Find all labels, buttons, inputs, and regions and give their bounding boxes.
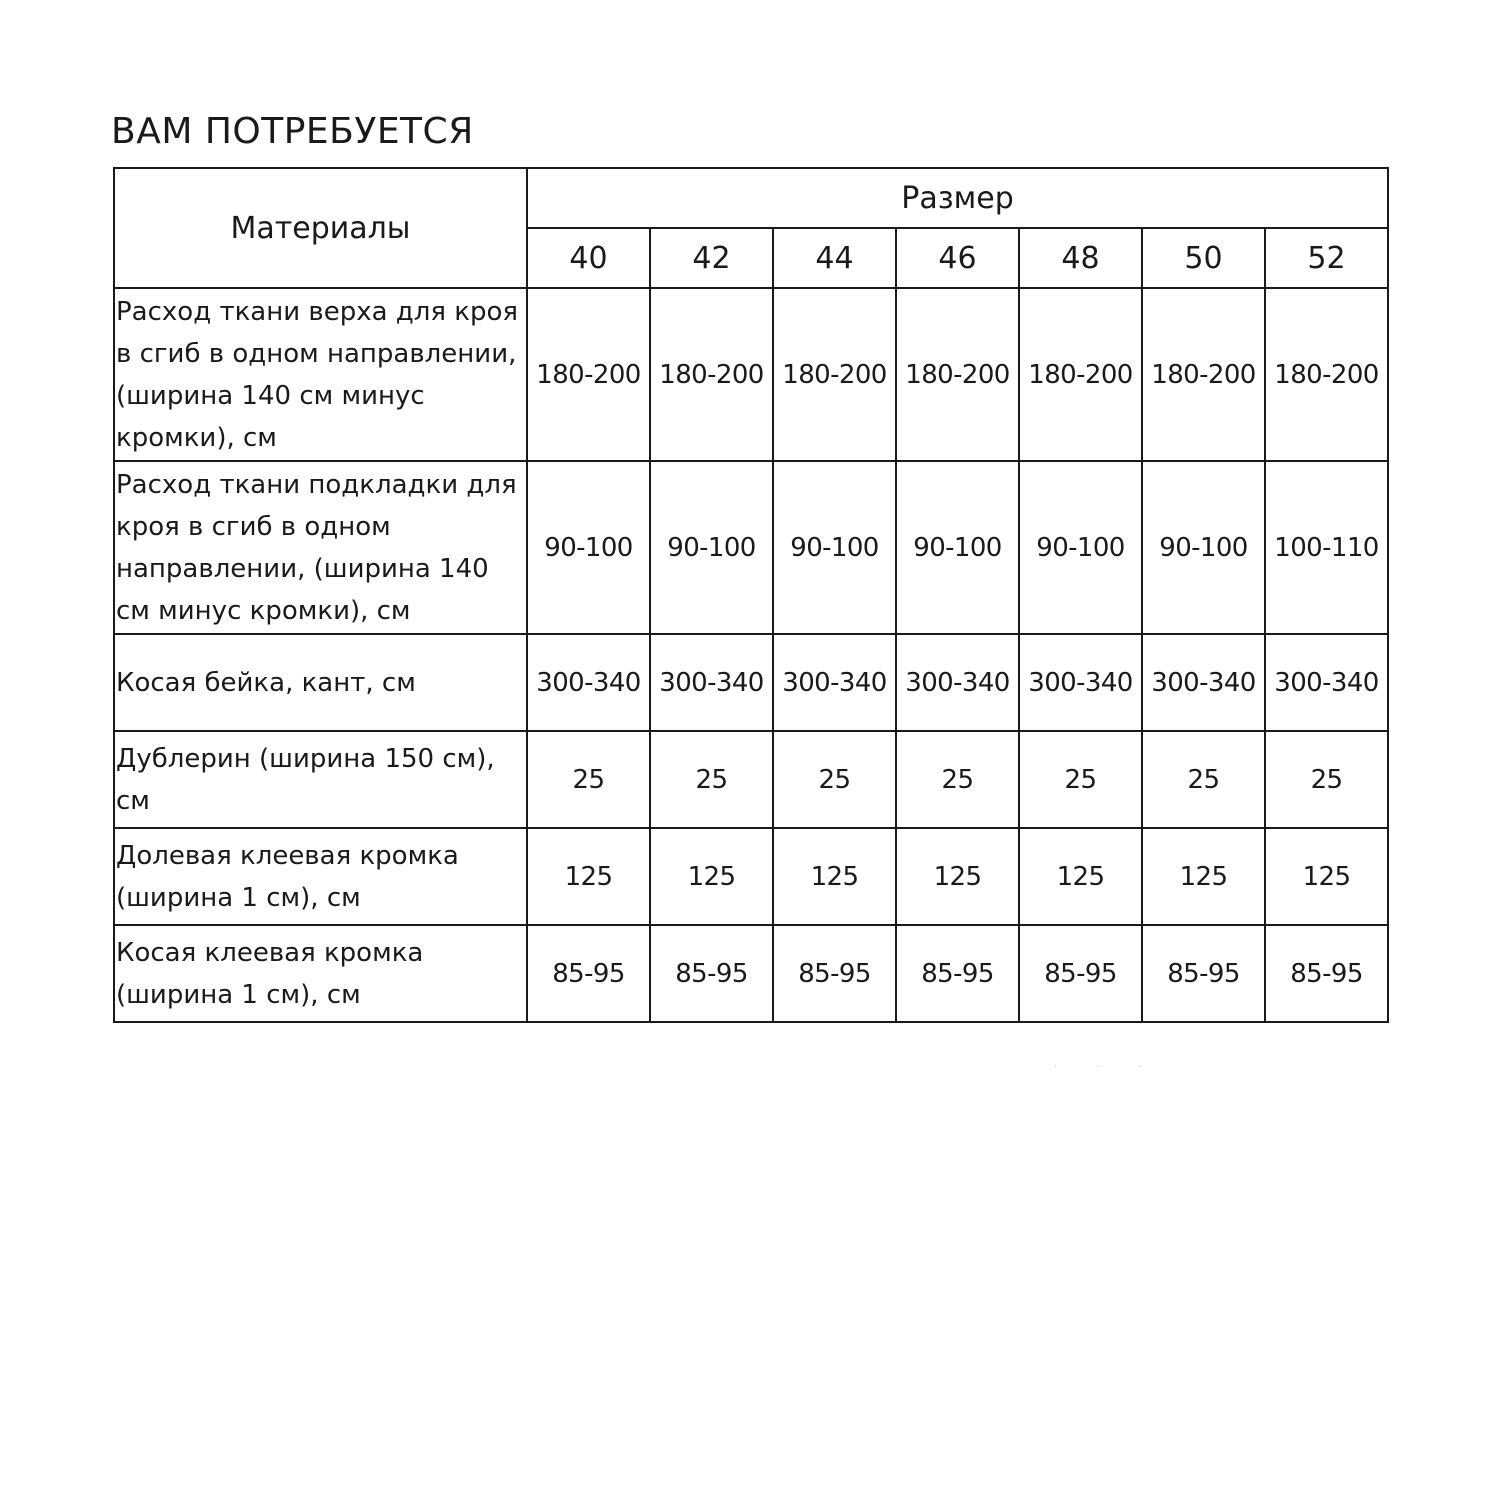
size-header-cell: 50 (1142, 228, 1265, 288)
value-cell: 85-95 (650, 925, 773, 1022)
value-cell: 300-340 (1019, 634, 1142, 731)
table-row (114, 634, 1388, 731)
table-row (114, 288, 1388, 461)
size-header-cell: 40 (527, 228, 650, 288)
value-cell: 125 (773, 828, 896, 925)
value-cell: 300-340 (1265, 634, 1388, 731)
value-cell: 300-340 (773, 634, 896, 731)
value-cell: 300-340 (896, 634, 1019, 731)
value-cell: 85-95 (1019, 925, 1142, 1022)
size-header-cell: 42 (650, 228, 773, 288)
value-cell: 25 (1019, 731, 1142, 828)
value-cell: 125 (650, 828, 773, 925)
value-cell: 125 (527, 828, 650, 925)
material-label: Расход ткани верха для кроя в сгиб в одном направлении, (ширина 140 см минус кромки), см (114, 288, 527, 461)
material-label: Дублерин (ширина 150 см), см (114, 731, 527, 828)
value-cell: 180-200 (1265, 288, 1388, 461)
size-group-header: Размер (527, 168, 1388, 228)
value-cell: 180-200 (1142, 288, 1265, 461)
value-cell: 25 (1265, 731, 1388, 828)
value-cell: 300-340 (1142, 634, 1265, 731)
value-cell: 90-100 (650, 461, 773, 634)
value-cell: 100-110 (1265, 461, 1388, 634)
value-cell: 25 (527, 731, 650, 828)
value-cell: 125 (1019, 828, 1142, 925)
value-cell: 85-95 (527, 925, 650, 1022)
materials-table (113, 167, 1389, 1023)
value-cell: 85-95 (773, 925, 896, 1022)
table-row (114, 828, 1388, 925)
value-cell: 25 (650, 731, 773, 828)
value-cell: 125 (1142, 828, 1265, 925)
material-label: Косая клеевая кромка (ширина 1 см), см (114, 925, 527, 1022)
material-label: Расход ткани подкладки для кроя в сгиб в одном направлении, (ширина 140 см минус кромки), см (114, 461, 527, 634)
value-cell: 180-200 (527, 288, 650, 461)
value-cell: 25 (1142, 731, 1265, 828)
value-cell: 125 (896, 828, 1019, 925)
size-header-cell: 46 (896, 228, 1019, 288)
materials-column-header: Материалы (114, 168, 527, 288)
faint-mark-dots: · · · (1054, 1062, 1160, 1073)
page-title: ВАМ ПОТРЕБУЕТСЯ (111, 111, 474, 152)
value-cell: 300-340 (650, 634, 773, 731)
table-row (114, 925, 1388, 1022)
value-cell: 25 (896, 731, 1019, 828)
value-cell: 180-200 (650, 288, 773, 461)
size-header-cell: 52 (1265, 228, 1388, 288)
value-cell: 90-100 (773, 461, 896, 634)
table-row (114, 731, 1388, 828)
value-cell: 90-100 (1142, 461, 1265, 634)
material-label: Косая бейка, кант, см (114, 634, 527, 731)
size-header-cell: 48 (1019, 228, 1142, 288)
header-row-top (114, 168, 1388, 228)
size-header-cell: 44 (773, 228, 896, 288)
value-cell: 85-95 (1142, 925, 1265, 1022)
value-cell: 90-100 (1019, 461, 1142, 634)
value-cell: 180-200 (1019, 288, 1142, 461)
value-cell: 25 (773, 731, 896, 828)
value-cell: 125 (1265, 828, 1388, 925)
material-label: Долевая клеевая кромка (ширина 1 см), см (114, 828, 527, 925)
table-row (114, 461, 1388, 634)
value-cell: 90-100 (527, 461, 650, 634)
value-cell: 85-95 (896, 925, 1019, 1022)
value-cell: 180-200 (773, 288, 896, 461)
value-cell: 85-95 (1265, 925, 1388, 1022)
value-cell: 300-340 (527, 634, 650, 731)
value-cell: 180-200 (896, 288, 1019, 461)
value-cell: 90-100 (896, 461, 1019, 634)
